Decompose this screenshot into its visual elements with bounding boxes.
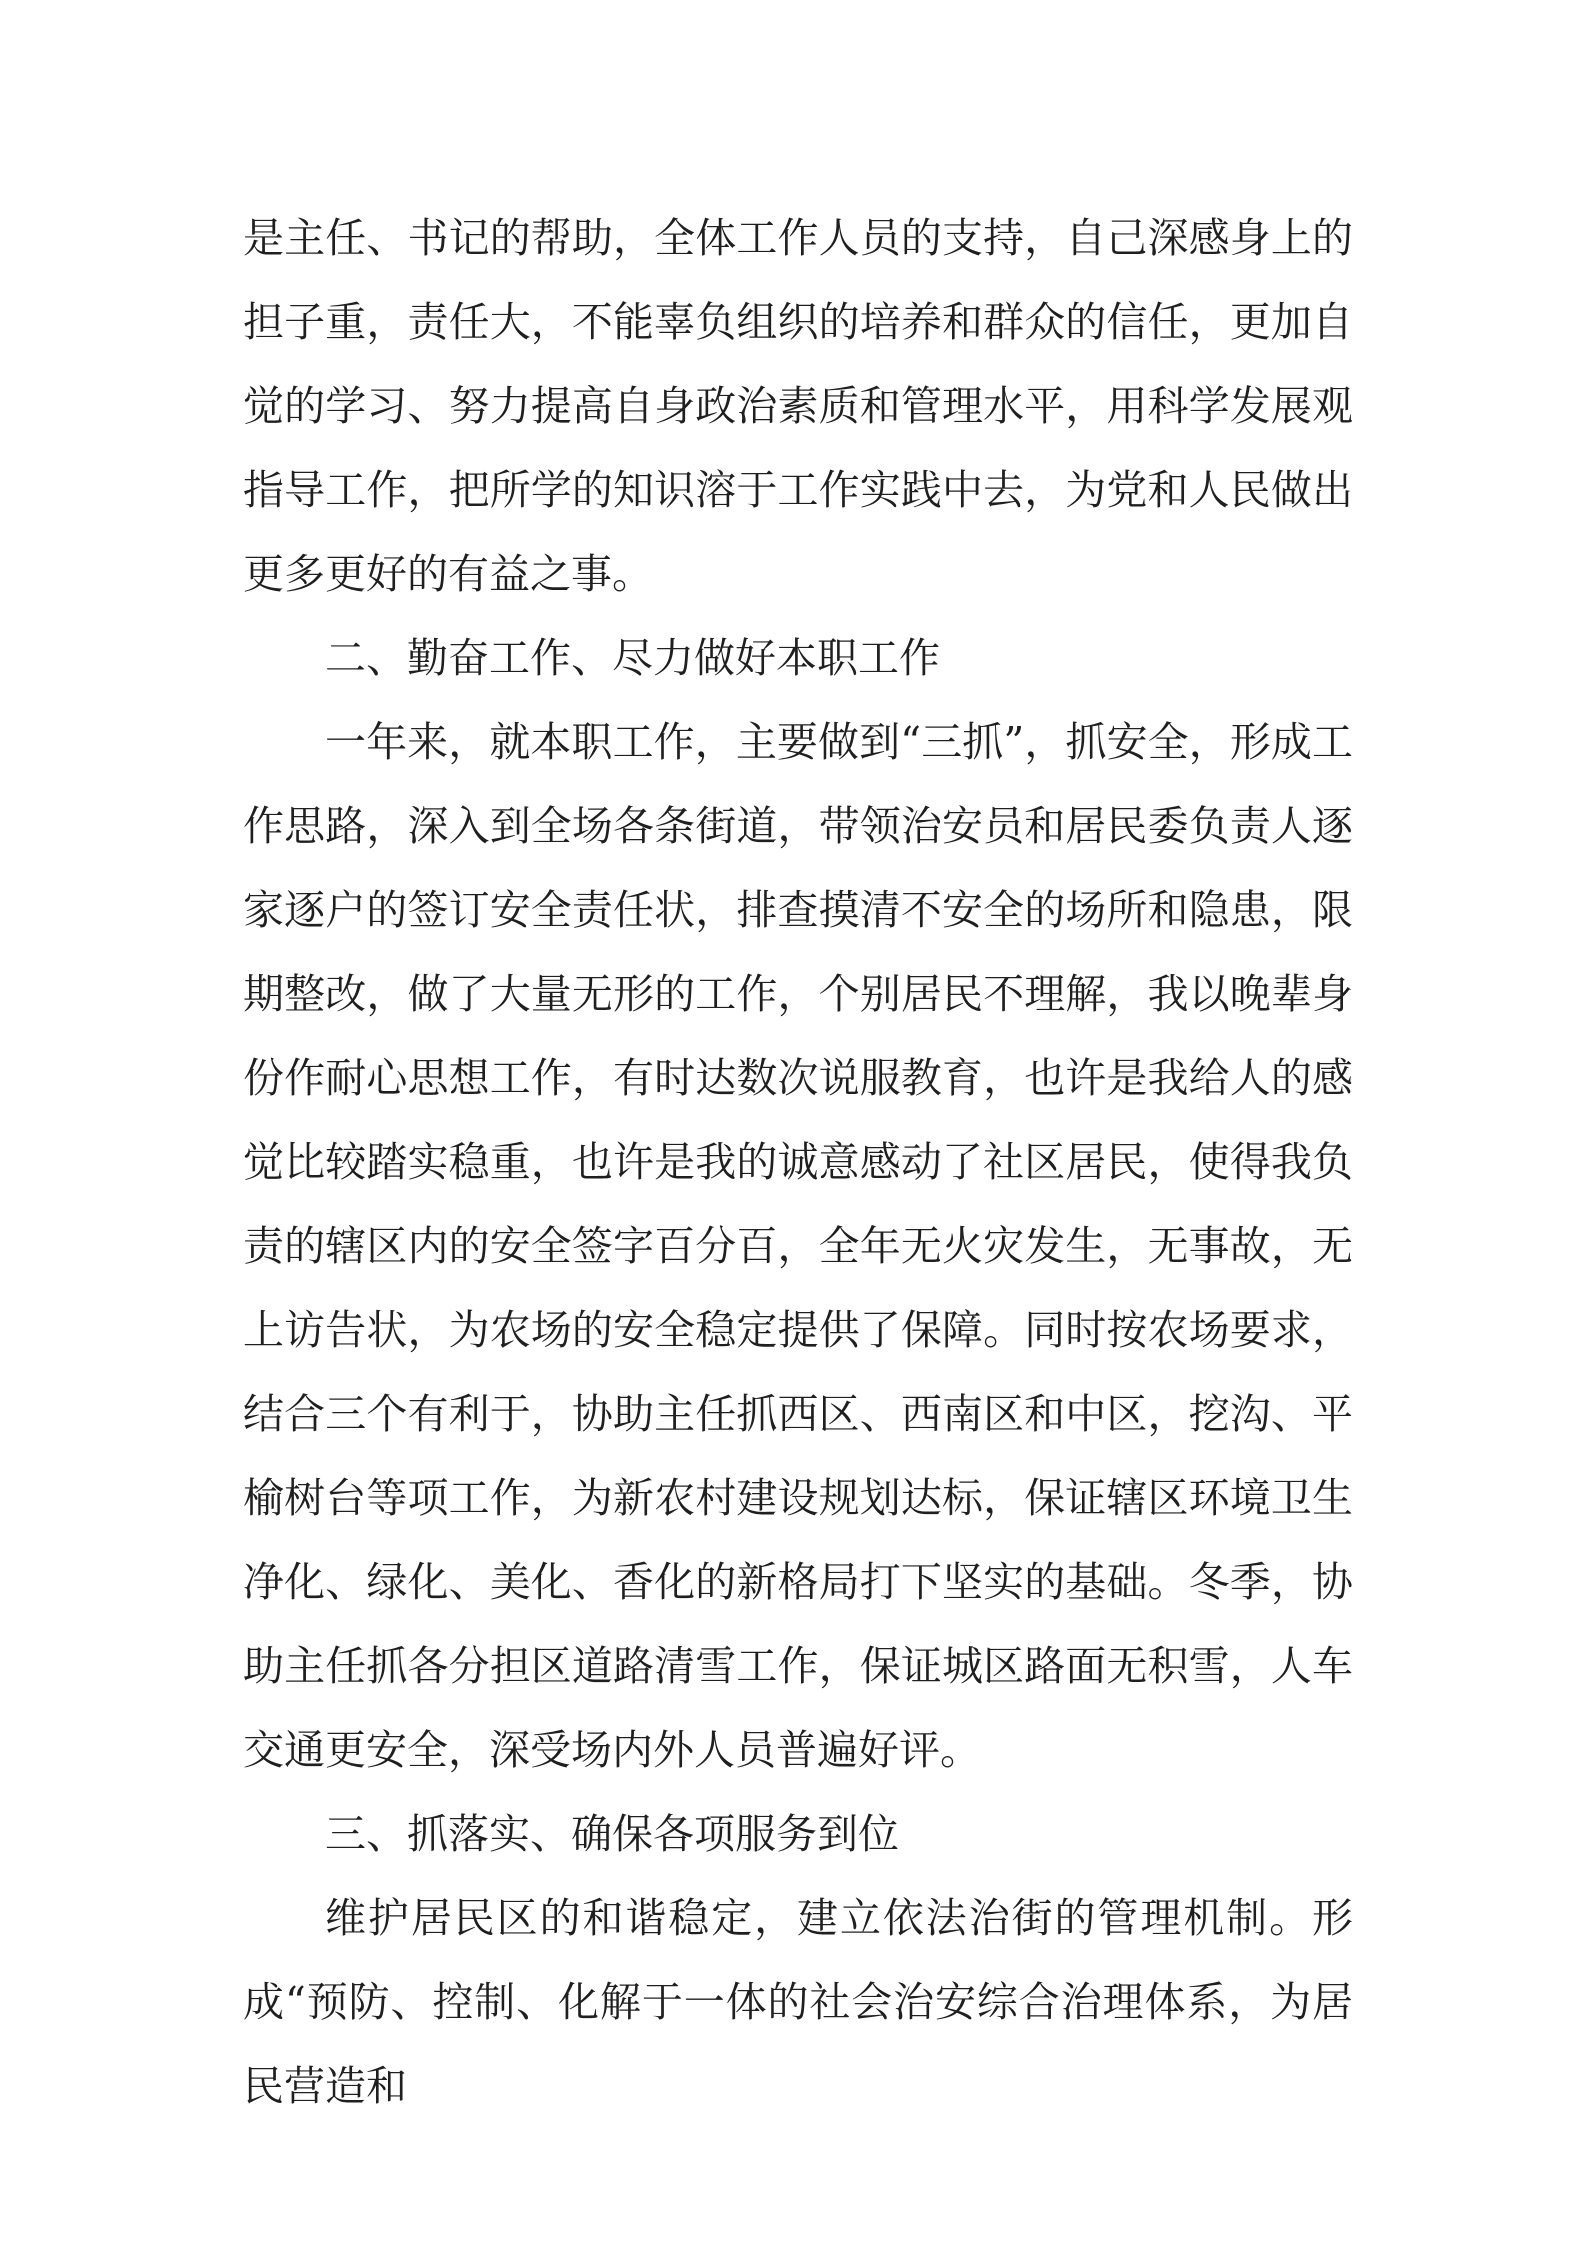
paragraph-intro-continued: 是主任、书记的帮助，全体工作人员的支持，自己深感身上的担子重，责任大，不能辜负组织的培养和群众的信任，更加自觉的学习、努力提高自身政治素质和管理水平，用科学发展观指导工作，把所学的知识溶于工作实践中去，为党和人民做出更多更好的有益之事。	[243, 214, 1353, 598]
section-heading-2: 二、勤奋工作、尽力做好本职工作	[325, 634, 940, 682]
paragraph-section-2-body: 一年来，就本职工作，主要做到“三抓”，抓安全，形成工作思路，深入到全场各条街道，带领治安员和居民委负责人逐家逐户的签订安全责任状，排查摸清不安全的场所和隐患，限期整改，做了大量无形的工作，个别居民不理解，我以晚辈身份作耐心思想工作，有时达数次说服教育，也许是我给人的感觉比较踏实稳重，也许是我的诚意感动了社区居民，使得我负责的辖区内的安全签字百分百，全年无火灾发生，无事故，无上访告状，为农场的安全稳定提供了保障。同时按农场要求，结合三个有利于，协助主任抓西区、西南区和中区，挖沟、平榆树台等项工作，为新农村建设规划达标，保证辖区环境卫生净化、绿化、美化、香化的新格局打下坚实的基础。冬季，协助主任抓各分担区道路清雪工作，保证城区路面无积雪，人车交通更安全，深受场内外人员普遍好评。	[243, 718, 1353, 1774]
paragraph-section-3-body: 维护居民区的和谐稳定，建立依法治街的管理机制。形成“预防、控制、化解于一体的社会治安综合治理体系，为居民营造和	[243, 1894, 1353, 2110]
section-heading-3: 三、抓落实、确保各项服务到位	[325, 1810, 899, 1858]
document-body	[243, 196, 1353, 2128]
